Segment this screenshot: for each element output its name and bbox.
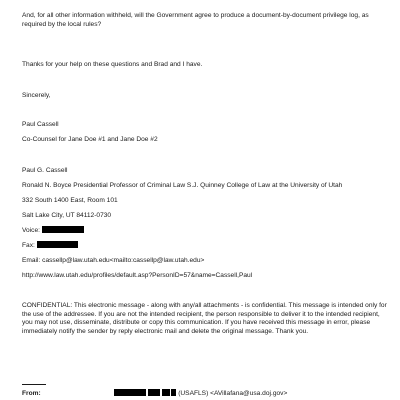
- from-redaction-4: [171, 389, 176, 396]
- fax-redaction: [37, 241, 78, 248]
- signature-name: Paul G. Cassell: [22, 167, 68, 174]
- from-row: [22, 389, 392, 398]
- signature-title: Ronald N. Boyce Presidential Professor of Criminal Law S.J. Quinney College of Law at the University of Utah: [22, 182, 343, 189]
- sender-name: Paul Cassell: [22, 121, 59, 128]
- signature-url[interactable]: http://www.law.utah.edu/profiles/default.asp?PersonID=57&name=Cassell,Paul: [22, 272, 253, 279]
- footer-divider: [22, 384, 46, 385]
- from-redaction-2: [148, 389, 160, 396]
- intro-paragraph: And, for all other information withheld, will the Government agree to produce a document-by-document privilege log, as required by the local rules?: [22, 12, 369, 28]
- from-value: (USAFLS) <AVillafana@usa.doj.gov>: [178, 390, 288, 397]
- thanks-line: Thanks for your help on these questions and Brad and I have.: [22, 61, 203, 68]
- from-redaction-3: [162, 389, 170, 396]
- signature-address-line1: 332 South 1400 East, Room 101: [22, 197, 118, 204]
- from-redaction-1: [114, 389, 146, 396]
- from-label: From:: [22, 390, 41, 397]
- signature-email[interactable]: Email: cassellp@law.utah.edu<mailto:cassellp@law.utah.edu>: [22, 257, 205, 264]
- confidentiality-disclaimer: CONFIDENTIAL: This electronic message - along with any/all attachments - is confidential. This message is intended only for the use of the addressee. If you are not the intended recipient, the person responsible to deliver it to the intended recipient, you may not use, disseminate, distribute or copy this communication. If you have received this message in error, please immediately notify the sender by reply electronic mail and delete the original message. Thank you.: [22, 302, 387, 335]
- sender-role: Co-Counsel for Jane Doe #1 and Jane Doe #2: [22, 136, 158, 143]
- voice-redaction: [42, 226, 84, 233]
- fax-label: Fax:: [22, 242, 35, 249]
- signature-address-line2: Salt Lake City, UT 84112-0730: [22, 212, 112, 219]
- signature-voice-row: [22, 226, 84, 235]
- voice-label: Voice:: [22, 227, 40, 234]
- signature-fax-row: [22, 241, 78, 250]
- closing-line: Sincerely,: [22, 92, 51, 99]
